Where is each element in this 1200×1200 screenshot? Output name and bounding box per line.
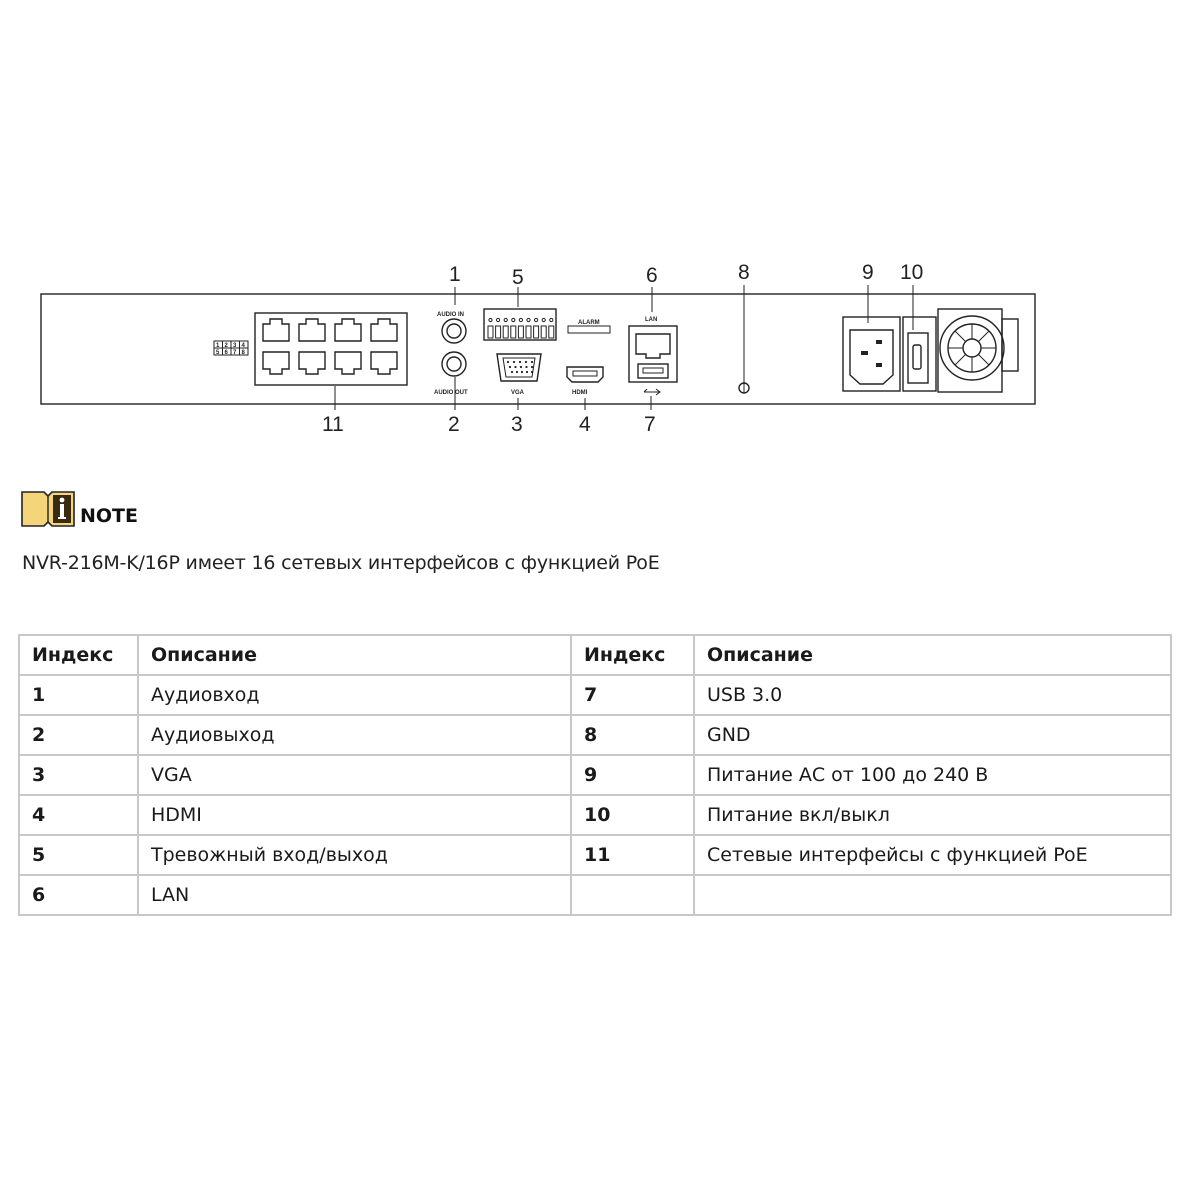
- callout-9: 9: [862, 261, 874, 284]
- cell-index: 11: [571, 835, 694, 875]
- cell-index: 7: [571, 675, 694, 715]
- table-row: [19, 875, 1171, 915]
- poe-num-8: 8: [241, 350, 245, 356]
- callout-4: 4: [579, 413, 591, 436]
- table-row: [19, 835, 1171, 875]
- audio-in-port: [437, 312, 466, 343]
- vga-pin: [525, 366, 527, 368]
- cell-index: 8: [571, 715, 694, 755]
- hdmi-label: HDMI: [572, 390, 588, 396]
- header-index-right: Индекс: [571, 635, 694, 675]
- audio-out-label: AUDIO OUT: [434, 390, 468, 396]
- poe-num-5: 5: [216, 350, 220, 356]
- usb-icon: [644, 389, 660, 395]
- alarm-terminal-screw: [489, 318, 492, 321]
- alarm-label: ALARM: [578, 320, 600, 326]
- alarm-terminal-screw: [497, 318, 500, 321]
- rj45-socket: [263, 319, 289, 341]
- callout-lines: [335, 285, 913, 410]
- note-text: NVR-216M-K/16P имеет 16 сетевых интерфейсов с функцией PoE: [22, 552, 660, 574]
- alarm-terminal-pin: [534, 326, 539, 338]
- vga-label: VGA: [511, 390, 525, 396]
- vga-pin: [513, 361, 515, 363]
- chassis-outline: [41, 294, 1035, 404]
- poe-num-4: 4: [241, 343, 245, 349]
- cell-description: GND: [694, 715, 1171, 755]
- cell-index: 9: [571, 755, 694, 795]
- alarm-terminal-pin: [541, 326, 546, 338]
- poe-num-6: 6: [224, 350, 228, 356]
- alarm-terminal-screw: [535, 318, 538, 321]
- poe-ports-block: [255, 313, 407, 385]
- power-switch: [903, 317, 936, 391]
- cell-index: 6: [19, 875, 138, 915]
- alarm-terminal-pin: [488, 326, 493, 338]
- lan-label: LAN: [645, 317, 658, 323]
- cell-index: 5: [19, 835, 138, 875]
- rear-panel-diagram: [0, 0, 1200, 450]
- poe-number-grid: [214, 341, 248, 356]
- cell-description: Питание АС от 100 до 240 В: [694, 755, 1171, 795]
- rj45-socket: [263, 352, 289, 374]
- alarm-terminal-screw: [527, 318, 530, 321]
- vga-pin: [521, 371, 523, 373]
- table-row: [19, 755, 1171, 795]
- cell-description: LAN: [138, 875, 571, 915]
- table-row: [19, 715, 1171, 755]
- table-row: [19, 795, 1171, 835]
- cell-description: VGA: [138, 755, 571, 795]
- cell-description: Аудиовыход: [138, 715, 571, 755]
- vga-pin: [516, 371, 518, 373]
- alarm-terminal-screw: [504, 318, 507, 321]
- rj45-socket: [299, 352, 325, 374]
- alarm-terminal-pin: [518, 326, 523, 338]
- gnd-screw: [739, 383, 749, 393]
- vga-pin: [509, 366, 511, 368]
- table-row: [19, 675, 1171, 715]
- vga-pin: [511, 371, 513, 373]
- vga-port: [497, 354, 541, 396]
- poe-num-1: 1: [216, 343, 220, 349]
- vga-pin: [531, 366, 533, 368]
- header-index-left: Индекс: [19, 635, 138, 675]
- alarm-terminal-screw: [519, 318, 522, 321]
- cell-description: USB 3.0: [694, 675, 1171, 715]
- rj45-socket: [299, 319, 325, 341]
- header-description-left: Описание: [138, 635, 571, 675]
- vga-pin: [507, 361, 509, 363]
- header-description-right: Описание: [694, 635, 1171, 675]
- cell-description: HDMI: [138, 795, 571, 835]
- alarm-terminal-pin: [511, 326, 516, 338]
- vga-pin: [526, 371, 528, 373]
- vga-pin: [531, 361, 533, 363]
- callout-11: 11: [322, 413, 344, 436]
- alarm-terminal-pin: [526, 326, 531, 338]
- note-label: NOTE: [80, 505, 138, 527]
- alarm-terminal-pin: [496, 326, 501, 338]
- cell-description: [694, 875, 1171, 915]
- vga-pin: [520, 366, 522, 368]
- cell-description: Аудиовход: [138, 675, 571, 715]
- callout-10: 10: [900, 261, 924, 284]
- rj45-socket: [371, 319, 397, 341]
- callout-7: 7: [644, 413, 656, 436]
- cell-index: [571, 875, 694, 915]
- audio-in-label: AUDIO IN: [437, 312, 464, 318]
- cell-index: 1: [19, 675, 138, 715]
- vga-pin: [519, 361, 521, 363]
- cell-index: 10: [571, 795, 694, 835]
- poe-num-7: 7: [233, 350, 237, 356]
- alarm-terminal-pin: [549, 326, 554, 338]
- vga-pin: [525, 361, 527, 363]
- alarm-terminal-screw: [512, 318, 515, 321]
- callout-3: 3: [511, 413, 523, 436]
- table-header-row: [19, 635, 1171, 675]
- fan: [938, 309, 1018, 392]
- cell-index: 4: [19, 795, 138, 835]
- poe-num-3: 3: [233, 343, 237, 349]
- note-book-icon: [20, 488, 76, 528]
- lan-usb-block: [629, 317, 677, 395]
- rj45-socket: [371, 352, 397, 374]
- alarm-terminal-screw: [550, 318, 553, 321]
- interface-table: [18, 634, 1172, 916]
- alarm-label-group: [568, 320, 610, 333]
- audio-out-port: [434, 352, 468, 396]
- hdmi-port: [567, 367, 603, 396]
- callout-5: 5: [512, 266, 524, 289]
- note-header: [20, 488, 138, 528]
- vga-pin: [531, 371, 533, 373]
- cell-description: Тревожный вход/выход: [138, 835, 571, 875]
- cell-description: Питание вкл/выкл: [694, 795, 1171, 835]
- cell-index: 3: [19, 755, 138, 795]
- vga-pin: [514, 366, 516, 368]
- callout-6: 6: [646, 264, 658, 287]
- alarm-terminal-pin: [503, 326, 508, 338]
- cell-index: 2: [19, 715, 138, 755]
- alarm-terminal-block: [484, 309, 556, 340]
- power-socket: [843, 317, 900, 391]
- callout-2: 2: [448, 413, 460, 436]
- callout-8: 8: [738, 261, 750, 284]
- rj45-socket: [335, 319, 361, 341]
- cell-description: Сетевые интерфейсы с функцией PoE: [694, 835, 1171, 875]
- callout-1: 1: [449, 263, 461, 286]
- poe-num-2: 2: [224, 343, 228, 349]
- rj45-socket: [335, 352, 361, 374]
- alarm-terminal-screw: [542, 318, 545, 321]
